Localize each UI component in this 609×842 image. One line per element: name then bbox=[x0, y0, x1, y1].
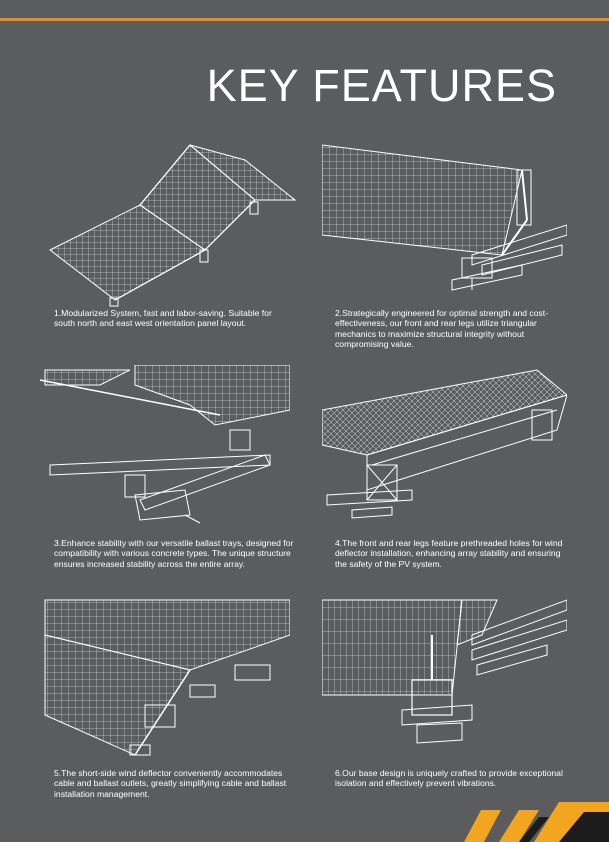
feature-3-illustration bbox=[40, 365, 290, 530]
feature-6-caption: 6.Our base design is uniquely crafted to provide exceptional isolation and effectively prevent vibrations. bbox=[335, 768, 563, 789]
top-accent-rule bbox=[0, 18, 609, 21]
feature-2-caption: 2.Strategically engineered for optimal strength and cost-effectiveness, our front and rear legs utilize triangular mechanics to maximize structural integrity without compromising value. bbox=[335, 308, 549, 350]
feature-5-illustration bbox=[40, 595, 290, 760]
feature-5-caption: 5.The short-side wind deflector conveniently accommodates cable and ballast outlets, greatly simplifying cable and ballast installation management. bbox=[54, 768, 287, 799]
feature-6-illustration bbox=[322, 595, 567, 760]
corner-stripes-decoration bbox=[449, 792, 609, 842]
feature-2-illustration bbox=[322, 140, 567, 300]
feature-3-caption: 3.Enhance stability with our versatile ballast trays, designed for compatibility with various concrete types. The unique structure ensures increased stability across the entire array. bbox=[54, 538, 294, 569]
feature-1-caption: 1.Modularized System, fast and labor-saving. Suitable for south north and east west orientation panel layout. bbox=[54, 308, 272, 329]
feature-1-illustration bbox=[40, 140, 300, 310]
feature-4-caption: 4.The front and rear legs feature prethreaded holes for wind deflector installation, enhancing array stability and ensuring the safety of the PV system. bbox=[335, 538, 563, 569]
feature-4-illustration bbox=[322, 365, 567, 530]
page-title: KEY FEATURES bbox=[206, 60, 557, 111]
